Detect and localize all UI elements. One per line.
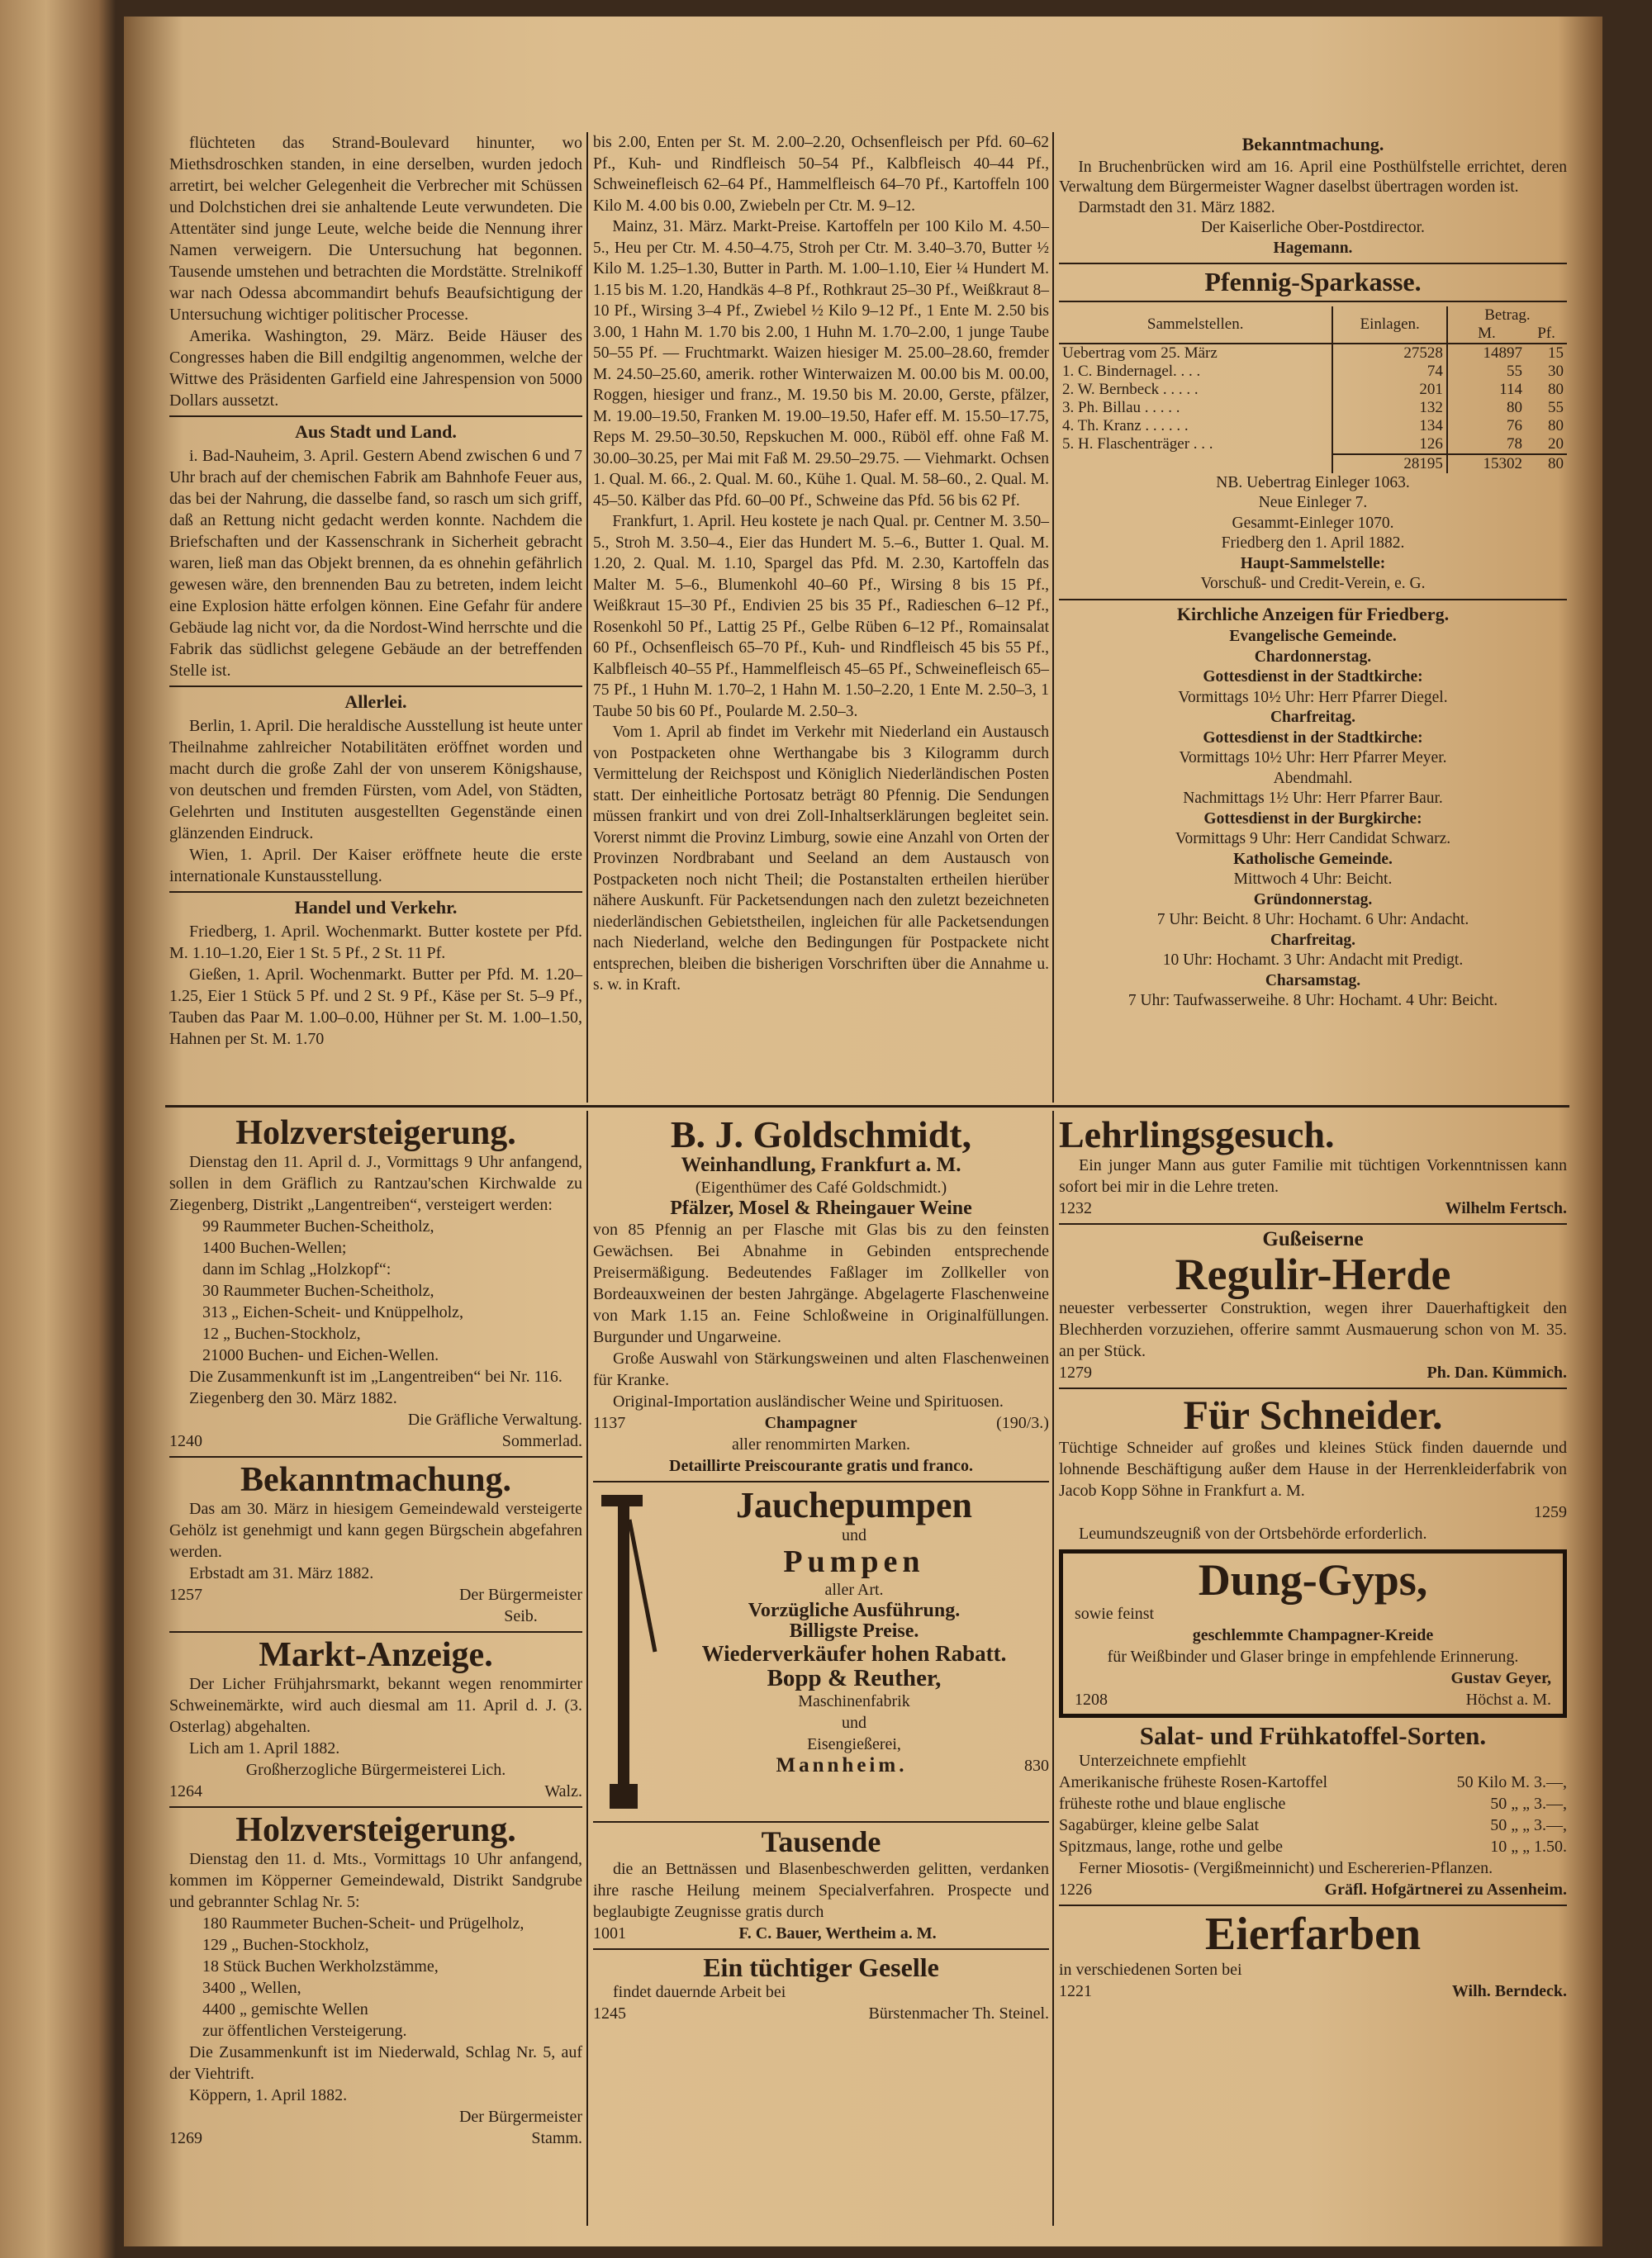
nb-line: Neue Einleger 7.	[1258, 494, 1368, 512]
ad-text: Wiederverkäufer hohen Rabatt.	[701, 1641, 1007, 1667]
ad-number: 1240	[169, 1432, 202, 1451]
list-item	[1059, 1836, 1567, 1857]
ad-text: geschlemmte Champagner-Kreide	[1192, 1626, 1434, 1645]
variety-name: Amerikanische früheste Rosen-Kartoffel	[1059, 1772, 1328, 1791]
header-mark: M.	[1447, 325, 1526, 344]
article-text: i. Bad-Nauheim, 3. April. Gestern Abend zwischen 6 und 7 Uhr brach auf der chemischen Fabrik am Bahnhofe Feuer aus, das bei der Nahrung, die dasselbe fand, so rasch um sich griff, daß an Rettung nicht gedacht werden konnte. Nachdem die Briefschaften und der Kassenschrank in Sicherheit gebracht waren, ließ man das Objekt brennen, da es ohnehin gefährlich gewesen wäre, den brennenden Bau zu betreten, indem leicht eine Explosion hätte erfolgen können. Eine Gefahr für andere Gebäude lag nicht vor, da die Nordost-Wind herrschte und die Fabrik das südlichst gelegene Gebäude an der betreffenden Stelle ist.	[169, 447, 582, 680]
ad-text: neuester verbesserter Construktion, wegen ihrer Dauerhaftigkeit den Blechherden vorzuziehen, offerire sammt Ausmauerung schon von M. 35. an per Stück.	[1059, 1299, 1567, 1361]
variety-name: früheste rothe und blaue englische	[1059, 1794, 1286, 1813]
church-line: Charfreitag.	[1270, 709, 1356, 727]
column-divider	[1052, 132, 1054, 1103]
previous-page-edge	[0, 0, 116, 2258]
table-cell: 134	[1332, 417, 1447, 435]
ad-text: Maschinenfabrik	[798, 1691, 910, 1710]
church-line: Abendmahl.	[1273, 769, 1353, 787]
church-line: Katholische Gemeinde.	[1233, 850, 1393, 868]
article-text: Friedberg, 1. April. Wochenmarkt. Butter kostete per Pfd. M. 1.10–1.20, Eier 1 St. 5 Pf., 2 St. 11 Pf.	[169, 923, 582, 962]
ad-text: Das am 30. März in hiesigem Gemeindewald versteigerte Gehölz ist genehmigt und kann gegen Bürgschein abgefahren werden.	[169, 1500, 582, 1562]
table-cell: 201	[1332, 381, 1447, 399]
table-cell: 20	[1548, 434, 1564, 453]
ad-number: 830	[1024, 1756, 1049, 1775]
sparkasse-table	[1059, 306, 1567, 473]
ad-text: (Eigenthümer des Café Goldschmidt.)	[695, 1178, 947, 1197]
ad-date: Lich am 1. April 1882.	[189, 1739, 340, 1758]
ad-title: Markt-Anzeige.	[259, 1636, 493, 1675]
ad-date: Köppern, 1. April 1882.	[189, 2086, 348, 2105]
ad-number: 1232	[1059, 1199, 1092, 1218]
ad-list-item: 129 „ Buchen-Stockholz,	[202, 1936, 369, 1955]
variety-name: Spitzmaus, lange, rothe und gelbe	[1059, 1837, 1284, 1856]
ad-title: Holzversteigerung.	[235, 1114, 516, 1152]
ad-org: Großherzogliche Bürgermeisterei Lich.	[245, 1761, 506, 1780]
ad-signature: Stamm.	[531, 2129, 582, 2148]
header-einlagen: Einlagen.	[1332, 306, 1447, 344]
notice-name: Hagemann.	[1273, 239, 1353, 257]
ad-text: Ein junger Mann aus guter Familie mit tüchtigen Vorkenntnissen kann sofort bei mir in die Lehre treten.	[1059, 1156, 1567, 1197]
total-pfennig: 80	[1526, 454, 1567, 473]
variety-price: 50 Kilo M. 3.—,	[1456, 1772, 1567, 1791]
ad-subtitle: Weinhandlung, Frankfurt a. M.	[681, 1154, 961, 1177]
ads-column-1	[169, 1115, 582, 2149]
table-cell: 3. Ph. Billau . . . . .	[1062, 398, 1180, 416]
ad-title: Regulir-Herde	[1175, 1249, 1451, 1299]
ad-date: Erbstadt am 31. März 1882.	[189, 1564, 374, 1583]
article-text: Gießen, 1. April. Wochenmarkt. Butter per Pfd. M. 1.20–1.25, Eier 1 Stück 5 Pf. und 2 St. 9 Pf., Käse per St. 5–9 Pf., Tauben das Paar M. 1.00–0.00, Hühner per St. M. 1.00–1.50, Hahnen per St. M. 1.70	[169, 965, 582, 1048]
ad-city: Mannheim.	[776, 1753, 908, 1777]
section-heading: Aus Stadt und Land.	[295, 421, 457, 442]
article-text: Amerika. Washington, 29. März. Beide Häuser des Congresses haben die Bill endgiltig angenommen, welche der Wittwe des Präsidenten Garfield eine Jahrespension von 5000 Dollars aussetzt.	[169, 327, 582, 410]
ad-list-item: 12 „ Buchen-Stockholz,	[202, 1325, 361, 1344]
ads-column-3	[1059, 1115, 1567, 2002]
ad-text: Ferner Miosotis- (Vergißmeinnicht) und Eschererien-Pflanzen.	[1079, 1858, 1493, 1877]
article-text: Frankfurt, 1. April. Heu kostete je nach Qual. pr. Centner M. 3.50–5., Stroh M. 3.50–4., Eier das Hundert M. 5.–6., Butter 1. Qual. M. 1.20, 2. Qual. M. 1.10, Spargel das Pfd. M. 2.30, Kartoffeln das Malter M. 5–6., Blumenkohl 40–60 Pf., Wirsing 8 bis 15 Pf., Weißkraut 15–30 Pf., Endivien 25 bis 35 Pf., Radieschen 6–12 Pf., Rosenkohl 50 Pf., Lattig 25 Pf., Gelbe Rüben 6–12 Pf., Romainsalat 60 Pf., Ochsenfleisch 65–70 Pf., Kuh- und Rindfleisch 45 bis 55 Pf., Kalbfleisch 40–55 Pf., Hammelfleisch 45–65 Pf., Schweinefleisch 65–75 Pf., 1 Huhn M. 1.70–2, 1 Hahn M. 1.50–2.20, 1 Ente M. 2.50–3, 1 Taube 50 bis 60 Pf., Poularde M. 2.50–3.	[593, 513, 1049, 720]
variety-price: 10 „ „ 1.50.	[1490, 1837, 1567, 1856]
ad-signature: Sommerlad.	[501, 1432, 582, 1451]
article-text: Wien, 1. April. Der Kaiser eröffnete heute die erste internationale Kunstausstellung.	[169, 846, 582, 885]
ad-text: Billigste Preise.	[789, 1620, 919, 1642]
ad-number: 1264	[169, 1782, 202, 1801]
ad-title: Tausende	[761, 1824, 881, 1858]
header-pfennig: Pf.	[1526, 325, 1567, 344]
ad-text: Leumundszeugniß von der Ortsbehörde erforderlich.	[1079, 1524, 1427, 1543]
ad-title: Pumpen	[783, 1544, 925, 1579]
table-row	[1059, 363, 1567, 381]
table-row	[1059, 399, 1567, 417]
ad-ref: (190/3.)	[996, 1413, 1049, 1432]
ad-list-item: 4400 „ gemischte Wellen	[202, 2000, 368, 2019]
news-column-3	[1059, 132, 1567, 1012]
ad-signature: Gräfl. Hofgärtnerei zu Assenheim.	[1324, 1880, 1567, 1899]
ad-number: 1259	[1534, 1502, 1567, 1521]
nb-line: Gesammt-Einleger 1070.	[1232, 514, 1394, 532]
ad-signature: Wilhelm Fertsch.	[1445, 1199, 1567, 1218]
table-cell: 132	[1332, 399, 1447, 417]
ad-number: 1269	[169, 2129, 202, 2148]
article-text: flüchteten das Strand-Boulevard hinunter, wo Miethsdroschken standen, in eine derselben, wurden jedoch arretirt, bei welcher Gelegenheit die Verbrecher mit Schüssen und Dolchstichen drei sie anhaltende Leute verwundeten. Die Attentäter sind junge Leute, welche beide die Nennung ihrer Namen verweigern. Die Untersuchung hat begonnen. Tausende umstehen und betrachten die Mordstätte. Strelnikoff war nach Odessa abcommandirt behufs Beaufsichtigung der Untersuchung wichtiger politischer Processe.	[169, 134, 582, 324]
article-text: Berlin, 1. April. Die heraldische Ausstellung ist heute unter Theilnahme zahlreicher Notabilitäten eröffnet worden und macht durch die große Zahl der von unserem Königshause, von deutschen und fremden Fürsten, vom Adel, von Städten, Gelehrten und Instituten ausgestellten Gegenstände einen glänzenden Eindruck.	[169, 717, 582, 842]
ad-text: aller Art.	[824, 1580, 884, 1599]
section-heading: Allerlei.	[344, 691, 407, 712]
church-line: 7 Uhr: Taufwasserweihe. 8 Uhr: Hochamt. 4 Uhr: Beicht.	[1127, 992, 1498, 1010]
ad-text: Die Zusammenkunft ist im Niederwald, Schlag Nr. 5, auf der Viehtrift.	[169, 2043, 582, 2084]
table-cell: 2. W. Bernbeck . . . . .	[1062, 380, 1199, 398]
table-row	[1059, 344, 1567, 363]
ad-text: Der Licher Frühjahrsmarkt, bekannt wegen renommirter Schweinemärkte, wird auch diesmal am 11. April d. J. (3. Osterlag) abgehalten.	[169, 1675, 582, 1737]
table-cell: 55	[1447, 363, 1526, 381]
ad-title: Holzversteigerung.	[235, 1811, 516, 1850]
news-column-2	[593, 132, 1049, 996]
church-line: Gottesdienst in der Stadtkirche:	[1203, 668, 1423, 686]
variety-price: 50 „ „ 3.—,	[1490, 1815, 1567, 1834]
church-line: Gottesdienst in der Burgkirche:	[1203, 809, 1422, 828]
ad-number: 1221	[1059, 1981, 1092, 2000]
notice-office: Der Kaiserliche Ober-Postdirector.	[1201, 219, 1425, 236]
church-line: Chardonnerstag.	[1254, 648, 1372, 666]
variety-price: 50 „ „ 3.—,	[1490, 1794, 1567, 1813]
ad-text: Dienstag den 11. d. Mts., Vormittags 10 Uhr anfangend, kommen im Köpperner Gemeindewald, Distrikt Sandgrube und gebrannter Schlag Nr. 5:	[169, 1850, 582, 1912]
ad-text: Die Zusammenkunft ist im „Langentreiben“ bei Nr. 116.	[189, 1368, 563, 1387]
ad-text: für Weißbinder und Glaser bringe in empfehlende Erinnerung.	[1107, 1648, 1519, 1667]
church-line: Vormittags 9 Uhr: Herr Candidat Schwarz.	[1175, 830, 1451, 848]
nb-line: NB. Uebertrag Einleger 1063.	[1216, 473, 1410, 491]
table-row	[1059, 417, 1567, 435]
column-divider	[586, 1111, 588, 2226]
list-item	[1059, 1814, 1567, 1836]
ad-text: Original-Importation ausländischer Weine und Spirituosen.	[613, 1392, 1004, 1411]
sparkasse-title: Pfennig-Sparkasse.	[1204, 267, 1422, 296]
total-mark: 15302	[1447, 454, 1526, 473]
section-divider	[165, 1105, 1569, 1108]
ad-org: Der Bürgermeister	[458, 2108, 582, 2127]
church-line: Gottesdienst in der Stadtkirche:	[1203, 728, 1423, 747]
table-cell: 74	[1332, 363, 1447, 381]
ad-signature: Walz.	[544, 1782, 582, 1801]
table-cell: 80	[1548, 416, 1564, 434]
ad-title: Eierfarben	[1204, 1908, 1422, 1960]
section-heading: Handel und Verkehr.	[294, 897, 458, 918]
ad-list-item: 1400 Buchen-Wellen;	[202, 1239, 347, 1258]
ad-text: Tüchtige Schneider auf großes und kleines Stück finden dauernde und lohnende Beschäftigung außer dem Hause in der Herrenkleiderfabrik von Jacob Kopp Söhne in Frankfurt a. M.	[1059, 1438, 1567, 1500]
variety-name: Sagabürger, kleine gelbe Salat	[1059, 1815, 1260, 1834]
ad-list-item: 180 Raummeter Buchen-Scheit- und Prügelholz,	[202, 1914, 525, 1933]
column-divider	[586, 132, 588, 1103]
ad-list-item: dann im Schlag „Holzkopf“:	[202, 1260, 392, 1279]
ad-text: sowie feinst	[1075, 1605, 1155, 1624]
ad-number: 1208	[1075, 1691, 1108, 1710]
ad-signature: Seib.	[504, 1607, 538, 1626]
church-line: Gründonnerstag.	[1253, 890, 1373, 908]
list-item	[1059, 1793, 1567, 1814]
list-item	[1059, 1772, 1567, 1793]
column-divider	[1052, 1111, 1054, 2226]
table-cell: 78	[1447, 435, 1526, 454]
church-line: Charfreitag.	[1270, 931, 1356, 949]
notice-text: In Bruchenbrücken wird am 16. April eine Posthülfstelle errichtet, deren Verwaltung dem Bürgermeister Wagner daselbst übertragen worden ist.	[1059, 158, 1567, 196]
table-cell: 1. C. Bindernagel. . . .	[1062, 362, 1201, 380]
header-sammelstellen: Sammelstellen.	[1059, 306, 1332, 344]
church-line: Charsamstag.	[1265, 971, 1361, 989]
ad-list-item: 18 Stück Buchen Werkholzstämme,	[202, 1957, 439, 1976]
church-line: Evangelische Gemeinde.	[1229, 628, 1397, 646]
news-column-1	[169, 132, 582, 1050]
haupt-sammelstelle: Haupt-Sammelstelle:	[1240, 554, 1386, 572]
ad-subtitle: Gußeiserne	[1262, 1228, 1364, 1251]
ad-org: Die Gräfliche Verwaltung.	[407, 1411, 582, 1430]
ad-list-item: 3400 „ Wellen,	[202, 1979, 301, 1998]
church-line: Mittwoch 4 Uhr: Beicht.	[1233, 870, 1393, 889]
church-line: Vormittags 10½ Uhr: Herr Pfarrer Diegel.	[1178, 688, 1448, 706]
ad-text: Dienstag den 11. April d. J., Vormittags 9 Uhr anfangend, sollen in dem Gräflich zu Rantzau'schen Kirchwalde zu Ziegenberg, Distrikt „Langentreiben“, versteigert werden:	[169, 1153, 582, 1215]
church-line: 10 Uhr: Hochamt. 3 Uhr: Andacht mit Predigt.	[1162, 951, 1464, 970]
table-cell: 5. H. Flaschenträger . . .	[1062, 435, 1213, 453]
notice-date: Darmstadt den 31. März 1882.	[1078, 198, 1275, 216]
church-title: Kirchliche Anzeigen für Friedberg.	[1176, 603, 1450, 624]
notice-title: Bekanntmachung.	[1241, 134, 1384, 154]
ad-number: 1001	[593, 1924, 626, 1943]
ad-title: Für Schneider.	[1183, 1392, 1443, 1439]
table-cell: 80	[1447, 399, 1526, 417]
ad-city: Höchst a. M.	[1465, 1691, 1551, 1710]
ad-text: und	[842, 1713, 866, 1732]
ad-text: Eisengießerei,	[807, 1734, 901, 1753]
article-text: Vom 1. April ab findet im Verkehr mit Niederland ein Austausch von Postpacketen ohne Werthangabe bis 3 Kilogramm durch Vermittelung der Reichspost und Königlich Niederländischen Posten statt. Der einheitliche Portosatz beträgt 80 Pfennig. Die Sendungen müssen frankirt und von drei Zoll-Inhaltserklärungen begleitet sein. Vorerst nimmt die Provinz Limburg, sowie eine Anzahl von Orten der Provinzen Nordbrabant und Seeland an dem Austausch von Postpacketen noch nicht Theil; die Postanstalten ertheilen hierüber nähere Auskunft. Für Packetsendungen nach den zuletzt bezeichneten niederländischen Gebietstheilen, ingleichen für alle Packetsendungen nach Niederland, welche den Bedingungen für Postpackete nicht entsprechen, bleiben die bisherigen Vorschriften über die Annahme u. s. w. in Kraft.	[593, 723, 1049, 994]
table-cell: 30	[1548, 362, 1564, 380]
ad-number: 1245	[593, 2004, 626, 2023]
ad-title: B. J. Goldschmidt,	[670, 1113, 972, 1155]
table-cell: 126	[1332, 435, 1447, 454]
ads-column-2	[593, 1115, 1049, 2024]
article-text: Mainz, 31. März. Markt-Preise. Kartoffeln per 100 Kilo M. 4.50–5., Heu per Ctr. M. 4.50–4.75, Stroh per Ctr. M. 3.40–3.70, Butter ½ Kilo M. 1.25–1.30, Butter in Parth. M. 1.00–1.10, Eier ¼ Hundert M. 1.15 bis M. 1.20, Handkäs 4–8 Pf., Rothkraut 25–30 Pf., Weißkraut 8–10 Pf., Wirsing 3–4 Pf., Zwiebel ½ Kilo 9–12 Pf., 1 Ente M. 2.50 bis 3.00, 1 Hahn M. 1.70 bis 2.00, 1 Huhn M. 1.70–2.00, 1 junge Taube 50–55 Pf. — Fruchtmarkt. Waizen hiesiger M. 25.00–28.60, fremder M. 24.50–25.60, amerik. rother Winterwaizen M. 00.00 bis M. 00.00, Roggen, hiesiger und franz., M. 19.50 bis M. 20.00, Gerste, pfälzer, M. 19.00–19.50, Franken M. 19.00–19.50, Hafer eff. M. 15.50–17.75, Reps M. 29.50–30.50, Repskuchen M. 000., Rüböl eff. ohne Faß M. 30.00–30.25, per Mai mit Faß M. 29.50–29.75. — Viehmarkt. Ochsen 1. Qual. M. 66., 2. Qual. M. 60., Kühe 1. Qual. M. 58–60., 2. Qual. M. 45–50. Kälber das Pfd. 60–00 Pf., Schweine das Pfd. 56 bis 62 Pf.	[593, 218, 1049, 510]
church-line: 7 Uhr: Beicht. 8 Uhr: Hochamt. 6 Uhr: Andacht.	[1156, 911, 1469, 929]
ad-number: 1257	[169, 1586, 202, 1605]
article-text: bis 2.00, Enten per St. M. 2.00–2.20, Ochsenfleisch per Pfd. 60–62 Pf., Kuh- und Rindfleisch 50–54 Pf., Kalbfleisch 40–44 Pf., Schweinefleisch 62–64 Pf., Hammelfleisch 64–70 Pf., Kartoffeln 100 Kilo M. 4.00 bis 0.00, Zwiebeln per Ctr. M. 9–12.	[593, 134, 1049, 215]
church-line: Vormittags 10½ Uhr: Herr Pfarrer Meyer.	[1179, 749, 1447, 767]
verein: Vorschuß- und Credit-Verein, e. G.	[1200, 575, 1426, 593]
ad-title: Jauchepumpen	[735, 1484, 973, 1525]
ad-title: Salat- und Frühkatoffel-Sorten.	[1139, 1721, 1487, 1751]
ad-subtitle: Pfälzer, Mosel & Rheingauer Weine	[670, 1197, 972, 1219]
table-cell: Uebertrag vom 25. März	[1062, 344, 1218, 362]
ad-signature: Bürstenmacher Th. Steinel.	[868, 2004, 1049, 2023]
ad-list-item: 313 „ Eichen-Scheit- und Knüppelholz,	[202, 1303, 464, 1322]
ad-text: in verschiedenen Sorten bei	[1059, 1960, 1242, 1979]
ad-signature: F. C. Bauer, Wertheim a. M.	[738, 1924, 937, 1943]
ad-text: findet dauernde Arbeit bei	[613, 1983, 786, 2002]
ad-text: Unterzeichnete empfiehlt	[1079, 1751, 1246, 1770]
ad-number: 1226	[1059, 1880, 1092, 1899]
ad-list-item: 30 Raummeter Buchen-Scheitholz,	[202, 1282, 434, 1301]
church-line: Nachmittags 1½ Uhr: Herr Pfarrer Baur.	[1183, 790, 1443, 808]
ad-text: Vorzügliche Ausführung.	[748, 1599, 961, 1621]
table-cell: 27528	[1332, 344, 1447, 363]
ad-number: 1137	[593, 1413, 626, 1432]
sparkasse-date: Friedberg den 1. April 1882.	[1221, 534, 1405, 553]
ad-title: Bekanntmachung.	[240, 1461, 511, 1500]
table-cell: 55	[1548, 398, 1564, 416]
table-cell: 76	[1447, 417, 1526, 435]
ad-text: Große Auswahl von Stärkungsweinen und alten Flaschenweinen für Kranke.	[593, 1349, 1049, 1389]
header-betrag: Betrag.	[1447, 306, 1567, 325]
ad-text: und	[842, 1525, 866, 1544]
table-cell: 4. Th. Kranz . . . . . .	[1062, 416, 1189, 434]
ad-title: Ein tüchtiger Geselle	[703, 1952, 939, 1982]
ad-list-item: zur öffentlichen Versteigerung.	[202, 2022, 407, 2041]
ad-text: aller renommirten Marken.	[731, 1435, 911, 1454]
ad-firm: Bopp & Reuther,	[767, 1664, 942, 1691]
table-cell: 80	[1548, 380, 1564, 398]
ad-date: Ziegenberg den 30. März 1882.	[189, 1389, 397, 1408]
ad-title: Lehrlingsgesuch.	[1059, 1113, 1335, 1155]
ad-org: Der Bürgermeister	[458, 1586, 582, 1605]
table-row	[1059, 381, 1567, 399]
table-cell: 15	[1548, 344, 1564, 362]
ad-number: 1279	[1059, 1364, 1092, 1383]
ad-list-item: 21000 Buchen- und Eichen-Wellen.	[202, 1346, 439, 1365]
ad-text: von 85 Pfennig an per Flasche mit Glas bis zu den feinsten Gewächsen. Bei Abnahme in Gebinden entsprechende Preisermäßigung. Bedeutendes Faßlager im Zollkeller von Bordeauxweinen der besten Jahrgänge. Abgelagerte Flaschenweine von Mark 1.15 an. Feine Schloßweine in Originalfüllungen. Burgunder und Ungarweine.	[593, 1220, 1049, 1346]
ad-list-item: 99 Raummeter Buchen-Scheitholz,	[202, 1217, 434, 1236]
ad-signature: Gustav Geyer,	[1450, 1669, 1551, 1688]
pump-illustration	[593, 1487, 659, 1817]
ad-text: die an Bettnässen und Blasenbeschwerden gelitten, verdanken ihre rasche Heilung meinem Specialverfahren. Prospecte und beglaubigte Zeugnisse gratis durch	[593, 1859, 1049, 1921]
table-row	[1059, 435, 1567, 454]
ad-signature: Ph. Dan. Kümmich.	[1427, 1364, 1567, 1383]
ad-signature: Wilh. Berndeck.	[1451, 1981, 1567, 2000]
table-cell: 114	[1447, 381, 1526, 399]
table-total-row	[1059, 454, 1567, 473]
table-cell: 14897	[1447, 344, 1526, 363]
ad-text: Champagner	[764, 1413, 857, 1432]
total-einlagen: 28195	[1332, 454, 1447, 473]
ad-title: Dung-Gyps,	[1198, 1554, 1428, 1605]
ad-text: Detaillirte Preiscourante gratis und franco.	[669, 1456, 973, 1475]
dung-gyps-box	[1059, 1549, 1567, 1719]
